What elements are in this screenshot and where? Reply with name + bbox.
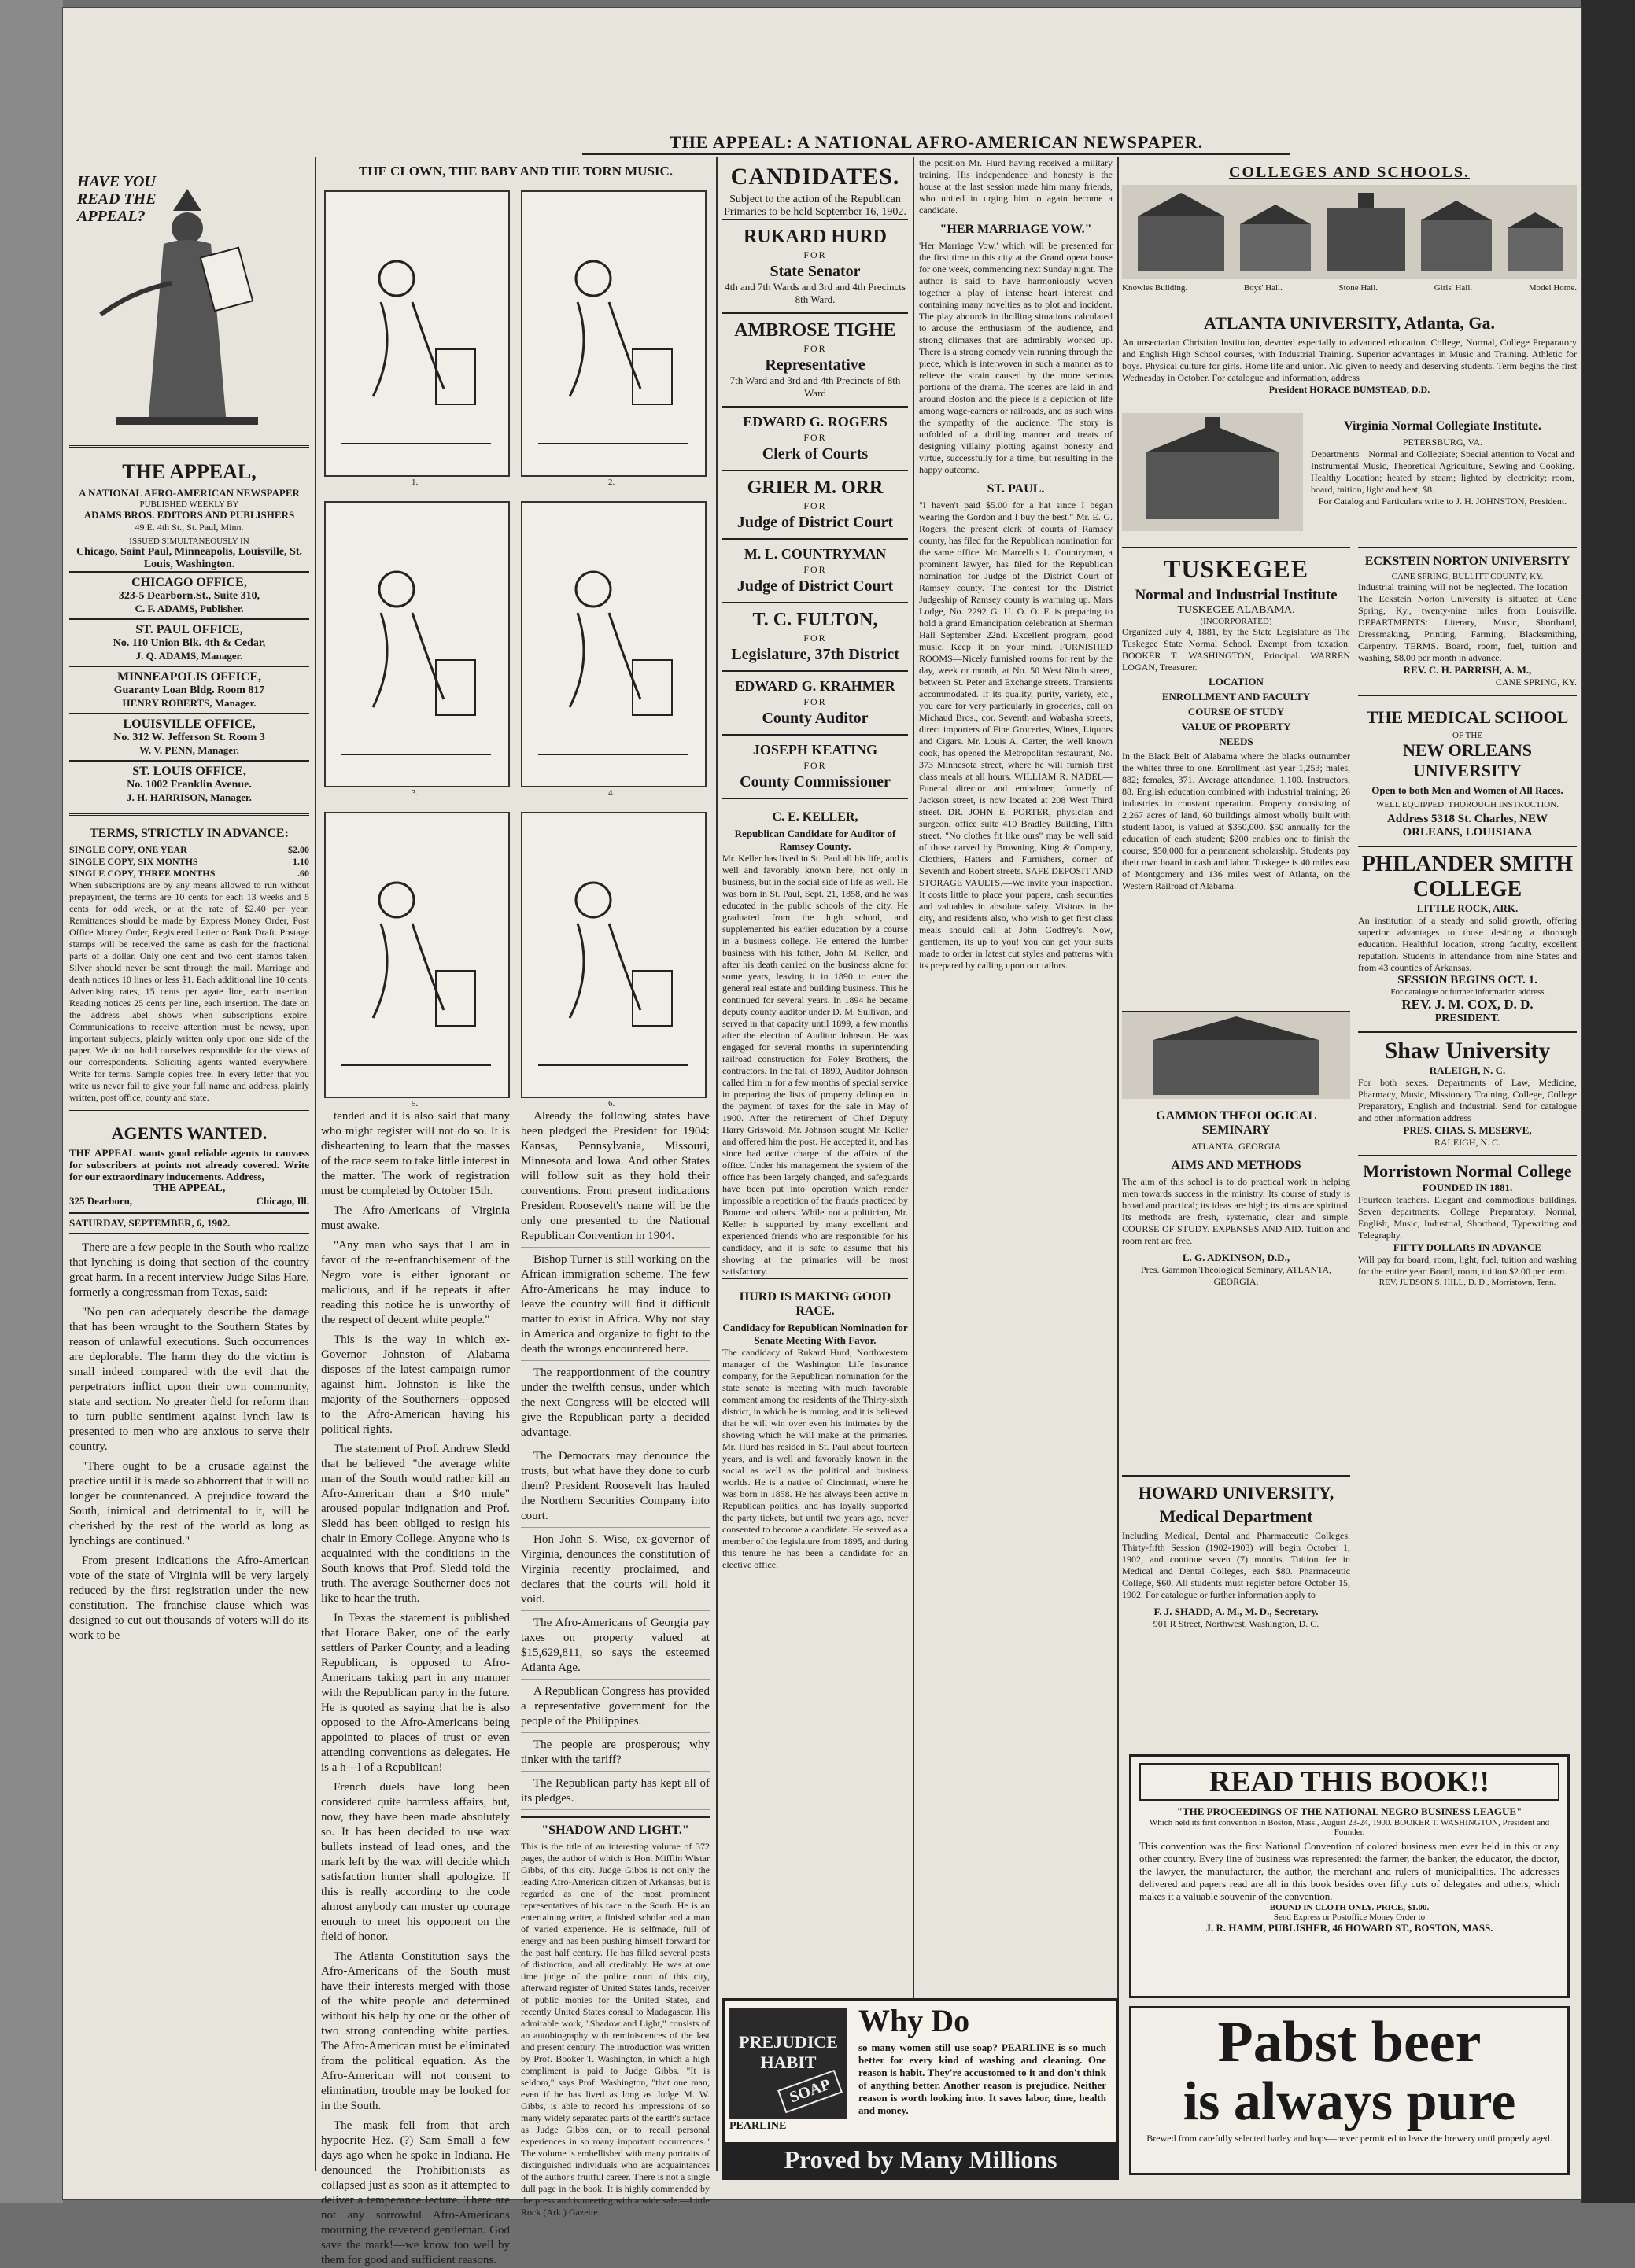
shaw-university-ad xyxy=(1358,1031,1577,1149)
editorial-column xyxy=(69,1241,309,1643)
office-block xyxy=(69,571,309,618)
column-rule xyxy=(315,157,316,2171)
office-name: LOUISVILLE OFFICE, xyxy=(123,717,256,731)
cartoon-panel xyxy=(324,190,510,477)
candidate-for: FOR xyxy=(803,249,827,260)
shaw-heading: Shaw University xyxy=(1384,1038,1551,1064)
editorial-note: The reapportionment of the country under the twelfth census, under which the next Congress will be elected will give the Republican party a decided advantage. xyxy=(521,1366,710,1444)
medical-university: NEW ORLEANS UNIVERSITY xyxy=(1402,740,1533,780)
gammon-body: The aim of this school is to do practical work in helping men towards success in the ministry. Its course of study is broad and practical; its ideas are high; its aims are spiritual. Its methods are fresh, systematic, clear and simple. COURSE OF STUDY. EXPENSES AND AID. Tuition and room rent are free. xyxy=(1122,1176,1350,1246)
pabst-tagline: Brewed from carefully selected barley and hops—never permitted to leave the brewery until properly aged. xyxy=(1146,2133,1552,2144)
editorial-paragraph: The statement of Prof. Andrew Sledd that he believed "the average white man of the South would rather kill an Afro-American than a $40 mule" aroused popular indignation and Prof. Sledd has been obliged to resign his chair in Emory College. Anyone who is acquainted with the conditions in the South knows that Prof. Sledd told the truth. The average Southerner does not like to hear the truth. xyxy=(321,1443,510,1605)
editorial-paragraph: From present indications the Afro-American vote of the state of Virginia will be very largely reduced by the first registration under the new constitution. The franchise clause which was designed to cut out thousands of voters will do its work to be xyxy=(69,1554,309,1642)
tuskegee-ad xyxy=(1122,547,1350,1009)
masthead: THE APPEAL: A NATIONAL AFRO-AMERICAN NEWSPAPER. xyxy=(582,132,1290,155)
gammon-building-icon xyxy=(1122,1012,1350,1099)
hurd-continued: the position Mr. Hurd having received a military training. His independence and honesty is the house at the last session made him many friends, who united in urging him to again become a candidate. xyxy=(919,157,1113,216)
pabst-beer-ad xyxy=(1129,2006,1570,2175)
virginia-heading: Virginia Normal Collegiate Institute. xyxy=(1344,419,1541,433)
building-caption: Model Home. xyxy=(1528,283,1577,293)
office-block xyxy=(69,666,309,713)
candidate-entry xyxy=(722,312,908,406)
gammon-signature: L. G. ADKINSON, D.D., xyxy=(1182,1252,1290,1263)
pabst-line2: is always pure xyxy=(1183,2071,1516,2132)
candidate-entry xyxy=(722,219,908,312)
pearline-body: so many women still use soap? PEARLINE is so much better for every kind of washing and cleaning. One reason is habit. They're accustomed to it and don't think of anything better. Another reason is prejudice. Neither reason is worth looking into. It saves labor, time, health and money. xyxy=(858,2041,1106,2116)
editorial-paragraph: The Afro-Americans of Virginia must awake. xyxy=(321,1204,510,1232)
background-grid xyxy=(0,0,63,2203)
philander-body: An institution of a steady and solid growth, offering superior advantages to those desiring a thorough education. Healthful location, strong faculty, excellent reputation. Students in attendance from nine States and from 43 counties of Arkansas. xyxy=(1358,915,1577,973)
medical-open: Open to both Men and Women of All Races. xyxy=(1371,784,1563,796)
howard-subhead: Medical Department xyxy=(1159,1506,1313,1526)
candidate-for: FOR xyxy=(803,343,827,354)
candidate-name: T. C. FULTON, xyxy=(752,610,878,630)
keller-heading: C. E. KELLER, xyxy=(772,810,858,824)
marriage-vow-heading: "HER MARRIAGE VOW." xyxy=(939,223,1092,236)
editorial-paragraph: The mask fell from that arch hypocrite Hez. (?) Sam Small a few days ago when he spoke in Indiana. He denounced the Prohibitionists as collapsed just as soon as it attempted to deliver a temperance lecture. There are not any sorrowful Afro-Americans mourning the reverend gentleman. God save the mark!—we know too well by them for good and sufficient reasons. xyxy=(321,2119,510,2266)
agents-address xyxy=(69,1195,309,1208)
tuskegee-body: Organized July 4, 1881, by the State Legislature as The Tuskegee State Normal School. Exempt from taxation. BOOKER T. WASHINGTON, Principal. WARREN LOGAN, Treasurer. xyxy=(1122,626,1350,673)
panel-number: 4. xyxy=(608,788,615,798)
howard-heading: HOWARD UNIVERSITY, xyxy=(1138,1483,1334,1503)
atlanta-buildings-icon xyxy=(1122,185,1577,279)
gammon-subhead: AIMS AND METHODS xyxy=(1171,1159,1301,1172)
paper-subtitle: A NATIONAL AFRO-AMERICAN NEWSPAPER xyxy=(79,487,300,499)
terms-price: $2.00 xyxy=(288,844,309,855)
hurd-subhead: Candidacy for Republican Nomination for Senate Meeting With Favor. xyxy=(722,1322,908,1346)
office-address: No. 110 Union Blk. 4th & Cedar, xyxy=(113,637,266,649)
philander-info: For catalogue or further information address xyxy=(1390,987,1545,997)
read-book-title: "THE PROCEEDINGS OF THE NATIONAL NEGRO BUSINESS LEAGUE" xyxy=(1176,1805,1522,1817)
why-do-heading: Why Do xyxy=(858,2003,970,2038)
howard-body: Including Medical, Dental and Pharmaceutic Colleges. Thirty-fifth Session (1902-1903) will begin October 1, 1902, and continue seven (7) months. Tuition fee in Medical and Dental Colleges, each $80. Pharmaceutic College, $60. All students must register before October 15, 1902. For catalogue or further information apply to xyxy=(1122,1530,1350,1600)
editorial-notes xyxy=(521,1109,710,1810)
philander-place: LITTLE ROCK, ARK. xyxy=(1416,902,1519,914)
terms-price: 1.10 xyxy=(293,856,309,867)
candidate-name: GRIER M. ORR xyxy=(747,478,884,498)
publisher-address: 49 E. 4th St., St. Paul, Minn. xyxy=(135,522,244,533)
tuskegee-incorporated: (INCORPORATED) xyxy=(1200,617,1272,626)
cartoon-figure-icon xyxy=(522,503,705,786)
tuskegee-section-heading: COURSE OF STUDY xyxy=(1187,706,1285,717)
paper-title: THE APPEAL, xyxy=(122,460,257,483)
terms-row xyxy=(69,868,309,880)
candidate-for: FOR xyxy=(803,632,827,644)
morristown-founded: FOUNDED IN 1881. xyxy=(1422,1182,1513,1193)
tuskegee-text: In the Black Belt of Alabama where the blacks outnumber the whites three to one. Enrollment last year 1,253; males, 882; females, 371. Average attendance, 1,100. Instructors, 88. English education combined with industrial training; 26 industries in constant operation. Property consisting of 2,267 acres of land, 60 buildings almost wholly built with student labor, is valued at $350,000. $50 annually for the education of each student; $200 enables one to finish the course; $50,000 for a permanent scholarship. Students pay their own board in cash and labor. Tuskegee is 40 miles east of Montgomery and 136 miles west of Atlanta, on the Western Railroad of Alabama. xyxy=(1122,750,1350,891)
editorial-note: Already the following states have been pledged the President for 1904: Kansas, Pennsylvania, Missouri, Minnesota and Iowa. And other States will follow suit as they hold their conventions. From present indications President Roosevelt's name will be the only one presented to the National Republican Convention in 1904. xyxy=(521,1109,710,1248)
column-rule xyxy=(1117,157,1119,2171)
morristown-body2: Will pay for board, room, light, fuel, tuition and washing for the entire year. Board, room, tuition $2.00 per term. xyxy=(1358,1254,1577,1277)
cartoon-panel xyxy=(521,190,707,477)
editorial-paragraph: In Texas the statement is published that Horace Baker, one of the early settlers of Parker County, and a leading Republican, is opposed to Afro-Americans taking part in any manner with the Republican party in the future. He is quoted as saying that he is also opposed to the Afro-Americans being appointed to places of trust or even attending conventions as delegates. He is a h—l of a Republican! xyxy=(321,1612,510,1774)
editorial-note: Bishop Turner is still working on the African immigration scheme. The few Afro-Americans he may induce to leave the country will find it difficult matter to exist in Africa. Why not stay in America and organize to fight to the death the wrongs encountered here. xyxy=(521,1252,710,1361)
philander-smith-ad xyxy=(1358,846,1577,1025)
atlanta-captions xyxy=(1122,283,1577,293)
cartoon-section xyxy=(321,157,710,1259)
candidate-list xyxy=(722,219,908,798)
candidate-entry xyxy=(722,406,908,470)
shadow-light-heading: "SHADOW AND LIGHT." xyxy=(521,1816,710,1838)
medical-school-ad xyxy=(1358,695,1577,839)
tuskegee-subhead: Normal and Industrial Institute xyxy=(1135,587,1338,603)
read-book-heading: READ THIS BOOK!! xyxy=(1139,1763,1559,1801)
morristown-ad xyxy=(1358,1155,1577,1287)
philander-signature: REV. J. M. COX, D. D. xyxy=(1401,997,1534,1012)
building-caption: Girls' Hall. xyxy=(1434,283,1473,293)
editorial-paragraph: tended and it is also said that many who might register will not do so. It is disheartening to learn that the masses of the race seem to take little interest in the matter. The work of registration must be completed by October 15th. xyxy=(321,1110,510,1197)
building-caption: Stone Hall. xyxy=(1338,283,1378,293)
eckstein-body: Industrial training will not be neglected. The location—The Eckstein Norton University is situated at Cane Spring, Ky., twenty-nine miles from Louisville. DEPARTMENTS: Literary, Music, Shorthand, Dressmaking, Printing, Farming, Blacksmithing, Carpentry. TERMS. Board, room, fuel, tuition and washing, $8.00 per month in advance. xyxy=(1358,581,1577,663)
shaw-place: RALEIGH, N. C. xyxy=(1429,1064,1506,1076)
read-book-order: Send Express or Postoffice Money Order to xyxy=(1273,1912,1426,1922)
candidate-for: FOR xyxy=(803,760,827,771)
column-editorials-left xyxy=(321,1109,510,2266)
pabst-line1: Pabst beer xyxy=(1217,2010,1482,2074)
morristown-fifty: FIFTY DOLLARS IN ADVANCE xyxy=(1393,1241,1542,1253)
cartoon-figure-icon xyxy=(522,192,705,475)
hurd-heading: HURD IS MAKING GOOD RACE. xyxy=(739,1290,891,1318)
editorial-paragraph: "No pen can adequately describe the damage that has been wrought to the Southern States by reason of unlawful executions. Such occurrences are deplorable. The harm they do the victim is small indeed compared with the evil that the perpetrators inflict upon their own community, state and section. No greater field for reform than to turn public sentiment against lynch law is presented to men who are anxious to serve their country. xyxy=(69,1306,309,1453)
atlanta-university-ad xyxy=(1122,307,1577,409)
virginia-normal-ad xyxy=(1122,413,1577,539)
editorial-note: The Republican party has kept all of its pledges. xyxy=(521,1776,710,1810)
virginia-signature: For Catalog and Particulars write to J. H. JOHNSTON, President. xyxy=(1318,496,1567,507)
candidate-name: EDWARD G. KRAHMER xyxy=(735,678,895,694)
agents-body: THE APPEAL wants good reliable agents to canvass for subscribers at points not already covered. Write for our extraordinary inducements. Address, xyxy=(69,1147,309,1182)
candidate-name: EDWARD G. ROGERS xyxy=(743,414,888,430)
atlanta-heading: ATLANTA UNIVERSITY, Atlanta, Ga. xyxy=(1203,313,1495,333)
medical-equipment: WELL EQUIPPED. THOROUGH INSTRUCTION. xyxy=(1376,800,1559,809)
candidate-office: Legislature, 37th District xyxy=(731,646,899,663)
cartoon-title: THE CLOWN, THE BABY AND THE TORN MUSIC. xyxy=(358,164,674,179)
publishers: ADAMS BROS. EDITORS AND PUBLISHERS xyxy=(83,509,295,521)
scan-edge xyxy=(1581,0,1635,2203)
candidate-office: Judge of District Court xyxy=(736,514,894,531)
candidate-office: State Senator xyxy=(770,263,861,280)
eckstein-heading: ECKSTEIN NORTON UNIVERSITY xyxy=(1364,555,1570,568)
panel-number: 2. xyxy=(608,478,615,487)
office-manager: HENRY ROBERTS, Manager. xyxy=(122,697,257,709)
shadow-light-body: This is the title of an interesting volume of 372 pages, the author of which is Hon. Mifflin Wistar Gibbs, of this city. Judge Gibbs is not only the leading Afro-American citizen of Arkansas, but is regarded as one of the most prominent representatives of his race in the South. He is an entertaining writer, a finished scholar and a man of varied experience. He is selfmade, full of energy and has been pushing himself forward for the past half century. He has filled several posts of distinction, and all creditably. He was at one time judge of the police court of this city, afterward register of United States lands, receiver of public monies for the United States, and recently United States consul to Madagascar. His admirable work, "Shadow and Light," consists of an autobiography with reminiscences of the last and present century. The introduction was written by Prof. Booker T. Washington, in which a high compliment is paid to Judge Gibbs. "It is seldom," says Prof. Washington, "that one man, even if he has lived as long as Judge M. W. Gibbs, is able to record his impressions of so many widely separated parts of the earth's surface as Judge Gibbs can, or to recall personal experiences in so many important occurrences." The volume is embellished with many portraits of distinguished individuals who are acquaintances of the author's fruitful career. There is not a single dull page in the book. It is highly commended by the press and is meeting with a wide sale.—Little Rock (Ark.) Gazette. xyxy=(521,1841,710,2218)
read-book-publisher: J. R. HAMM, PUBLISHER, 46 HOWARD ST., BOSTON, MASS. xyxy=(1205,1922,1493,1934)
terms-price: .60 xyxy=(297,868,309,879)
hurd-body: The candidacy of Rukard Hurd, Northwestern manager of the Washington Life Insurance company, for the Republican nomination for the state senate is meeting with much favorable comment among the residents of the Thirty-sixth district, in which he is running, and it is believed that he will win over even his intimates by the showing which he will make at the primaries. Mr. Hurd has resided in St. Paul about fourteen years, and is well and favorably known in the social as well as the political and business worlds. He is a native of Cincinnati, where he was born in 1858. He has always been active in Republican politics, and has loyally supported the party tickets, but until two years ago, never consented to become a candidate. He served as a member of the legislature from 1895, and during this tenure he has been a candidate for an elective office. xyxy=(722,1347,908,1570)
eckstein-signature: REV. C. H. PARRISH, A. M., xyxy=(1403,664,1532,676)
prejudice-habit-figure: PREJUDICE HABIT xyxy=(729,2008,847,2119)
virginia-building-icon xyxy=(1122,413,1303,531)
cartoon-figure-icon xyxy=(326,192,508,475)
candidate-name: AMBROSE TIGHE xyxy=(734,320,896,341)
cartoon-figure-icon xyxy=(326,813,508,1097)
office-name: MINNEAPOLIS OFFICE, xyxy=(116,670,262,684)
terms-label: SINGLE COPY, SIX MONTHS xyxy=(69,856,198,867)
read-book-sub: Which held its first convention in Boston, Mass., August 23-24, 1900. BOOKER T. WASHINGTON, President and Founder. xyxy=(1149,1818,1550,1837)
tuskegee-heading: TUSKEGEE xyxy=(1163,555,1309,583)
cartoon-figure-icon xyxy=(522,813,705,1097)
cartoon-figure-icon xyxy=(326,503,508,786)
candidate-name: M. L. COUNTRYMAN xyxy=(744,546,887,562)
st-paul-heading: ST. PAUL. xyxy=(987,482,1045,496)
candidates-heading: CANDIDATES. xyxy=(730,164,900,190)
editorial-paragraph: This is the way in which ex-Governor Johnston of Alabama disposes of the latest campaign rumor against him. Johnston is like the majority of the Southerners—opposed to the Afro-American having his political rights. xyxy=(321,1333,510,1436)
howard-signature: F. J. SHADD, A. M., M. D., Secretary. xyxy=(1153,1606,1319,1617)
terms-row xyxy=(69,844,309,856)
candidate-for: FOR xyxy=(803,500,827,511)
pearline-brand: PEARLINE xyxy=(729,2120,787,2132)
terms-heading: TERMS, STRICTLY IN ADVANCE: xyxy=(90,827,289,840)
candidate-entry xyxy=(722,538,908,602)
building-caption: Knowles Building. xyxy=(1122,283,1188,293)
candidate-name: RUKARD HURD xyxy=(744,227,887,247)
gammon-seminary-ad xyxy=(1122,1011,1350,1473)
tuskegee-section-heading: LOCATION xyxy=(1209,676,1264,688)
candidate-office: County Auditor xyxy=(762,710,869,727)
virginia-place: PETERSBURG, VA. xyxy=(1402,437,1483,448)
soap-label: SOAP xyxy=(777,2070,843,2114)
editorial-paragraph: The Atlanta Constitution says the Afro-Americans of the South must have their interests merged with those of the white people and determined without his help by one or the other of two strong contending white parties. The Afro-American must be eliminated from the political equation. As the Afro-American will not consent to elimination, trouble may be looked for in the South. xyxy=(321,1950,510,2112)
local-news-column xyxy=(919,157,1113,1990)
editorial-note: The people are prosperous; why tinker with the tariff? xyxy=(521,1738,710,1772)
editorial-paragraph: "There ought to be a crusade against the practice until it is made so abhorrent that it will no longer be countenanced. A prejudice toward the South, inimical and detrimental to it, will be cherished by the rest of the world as long as lynchings are continued." xyxy=(69,1460,309,1547)
eckstein-place: CANE SPRING, BULLITT COUNTY, KY. xyxy=(1391,572,1544,581)
candidate-office: Representative xyxy=(765,356,865,374)
office-manager: J. Q. ADAMS, Manager. xyxy=(135,650,243,662)
cartoon-panel xyxy=(324,812,510,1098)
office-manager: J. H. HARRISON, Manager. xyxy=(127,791,252,803)
philander-session: SESSION BEGINS OCT. 1. xyxy=(1397,974,1537,986)
editorial-note: The Afro-Americans of Georgia pay taxes on property valued at $15,629,811, so says the esteemed Atlanta Age. xyxy=(521,1616,710,1680)
shaw-body: For both sexes. Departments of Law, Medicine, Pharmacy, Music, Missionary Training, College, College Preparatory, English and Industrial. Send for catalogue and other information address xyxy=(1358,1077,1577,1123)
cartoon-panel xyxy=(521,501,707,787)
terms-list xyxy=(69,844,309,880)
philander-subhead: COLLEGE xyxy=(1412,877,1522,902)
medical-heading: THE MEDICAL SCHOOL xyxy=(1366,707,1569,727)
office-block xyxy=(69,618,309,666)
office-address: No. 312 W. Jefferson St. Room 3 xyxy=(113,732,265,743)
agents-address-right: Chicago, Ill. xyxy=(256,1195,309,1207)
terms-row xyxy=(69,856,309,868)
colleges-banner: COLLEGES AND SCHOOLS. xyxy=(1229,164,1470,181)
office-block xyxy=(69,713,309,760)
read-this-book-ad xyxy=(1129,1754,1570,1998)
howard-university-ad xyxy=(1122,1475,1350,1744)
candidate-entry xyxy=(722,734,908,798)
shaw-signature-place: RALEIGH, N. C. xyxy=(1434,1137,1501,1148)
eckstein-place2: CANE SPRING, KY. xyxy=(1495,677,1577,688)
editorial-paragraph: "Any man who says that I am in favor of the re-enfranchisement of the Negro vote is either ignorant or malicious, and if he repeats it after reading this notice he is unworthy of the respect of decent white people." xyxy=(321,1239,510,1326)
gammon-title: Pres. Gammon Theological Seminary, ATLANTA, GEORGIA. xyxy=(1140,1264,1332,1287)
candidate-office: Judge of District Court xyxy=(736,577,894,595)
office-name: ST. PAUL OFFICE, xyxy=(135,623,243,636)
panel-number: 3. xyxy=(412,788,419,798)
editorial-note: A Republican Congress has provided a representative government for the people of the Philippines. xyxy=(521,1684,710,1733)
office-manager: C. F. ADAMS, Publisher. xyxy=(135,603,244,614)
read-book-body: This convention was the first National Convention of colored business men ever held in this or any other country. Every line of business was represented: the farmer, the banker, the educator, the doctor, the lawyer, the manufacturer, the author, the merchant and rulers of municipalities. The addresses delivered and papers read are all in this book besides over fifty cuts of delegates and others, which makes it a valuable souvenir of the convention. xyxy=(1139,1840,1559,1902)
medical-address: Address 5318 St. Charles, NEW ORLEANS, LOUISIANA xyxy=(1387,813,1548,839)
tuskegee-sections xyxy=(1122,676,1350,748)
candidate-note: 4th and 7th Wards and 3rd and 4th Precincts 8th Ward. xyxy=(725,281,906,305)
keller-subhead: Republican Candidate for Auditor of Ramsey County. xyxy=(734,828,896,852)
column-masthead-info xyxy=(69,157,309,2187)
candidate-for: FOR xyxy=(803,432,827,443)
editorial-note: Hon John S. Wise, ex-governor of Virginia, denounces the constitution of Virginia recently proclaimed, and declares that the courts will hold it void. xyxy=(521,1532,710,1611)
keller-body: Mr. Keller has lived in St. Paul all his life, and is well and favorably known here, not only in business, but in the social side of life as well. He was born in St. Paul, Sept. 21, 1858, and he was educated in the public schools of the city. He graduated from the high school, and supplemented his earlier education by a course in a business college. He entered the lumber business with his father, John M. Keller, and after his death carried on the business alone for some years, leaving it in 1890 to enter the general real estate and building business. This he continued for several years. In 1894 he became deputy county auditor under D. M. Sullivan, and served in that capacity until 1899, a few months after the election of Auditor Johnson. He was engaged for several months in superintending railroad construction for Foley Brothers, the contractors. In the fall of 1899, Auditor Johnson called him in for a few months of special service in preparing the lists of property delinquent in the payment of taxes for the sale in May of 1900. After the retirement of Chief Deputy Harry Griswold, Mr. Johnson sought Mr. Keller and offered him the post. He accepted it, and has since had active charge of the affairs of the office. Under his management the system of the office has been largely changed, and safeguards have been put into operation which render impossible a repetition of the frauds practiced by Bourne and others. While not a politician, Mr. Keller is supported by many excellent and experienced friends who are responsible for his candidacy, and it is safe to assume that his showing at the primaries will be most satisfactory. xyxy=(722,853,908,1277)
philander-heading: PHILANDER SMITH xyxy=(1361,852,1574,876)
colleges-banner-section xyxy=(1122,157,1577,299)
terms-label: SINGLE COPY, THREE MONTHS xyxy=(69,868,216,879)
office-address: No. 1002 Franklin Avenue. xyxy=(127,779,252,791)
candidates-intro: Subject to the action of the Republican Primaries to be held September 16, 1902. xyxy=(724,194,906,218)
medical-of: OF THE xyxy=(1452,731,1482,740)
morristown-signature: REV. JUDSON S. HILL, D. D., Morristown, Tenn. xyxy=(1378,1278,1556,1287)
agents-signature: THE APPEAL, xyxy=(153,1182,226,1194)
candidate-for: FOR xyxy=(803,564,827,575)
read-book-price: BOUND IN CLOTH ONLY. PRICE, $1.00. xyxy=(1269,1903,1430,1912)
office-block xyxy=(69,760,309,807)
emblem-text: HAVE YOU READ THE APPEAL? xyxy=(77,173,157,225)
editorial-paragraph: There are a few people in the South who realize that lynching is doing that section of the country great harm. In a recent interview Judge Silas Hare, formerly a congressman from Texas, said: xyxy=(69,1241,309,1299)
candidate-office: Clerk of Courts xyxy=(762,445,869,463)
building-caption: Boys' Hall. xyxy=(1243,283,1283,293)
candidates-column xyxy=(722,157,908,2187)
panel-number: 6. xyxy=(608,1099,615,1108)
office-address: 323-5 Dearborn.St., Suite 310, xyxy=(118,590,260,602)
office-manager: W. V. PENN, Manager. xyxy=(139,744,239,756)
howard-address: 901 R Street, Northwest, Washington, D. C. xyxy=(1153,1618,1319,1629)
marriage-vow-body: 'Her Marriage Vow,' which will be presented for the first time to this city at the Grand opera house for one week, commencing next Sunday night. The author is said to have harmoniously woven together a play of intense heart interest and containing many novelties as to plot and incident. The play abounds in thrilling situations calculated to arouse the enthusiasm of the audience, and strong climaxes that are admirably worked up. There is a strong comedy vein running through the piece, which is interwoven in such a manner as to relieve the strain caused by the more serious portions of the drama. The scenes are laid in and around Boston and the piece is a depiction of life among wage-earners or railroads, and as such wins the sympathy of the audience. The story is unfolded of a thrilling manner and treats of designing villainy plotting against honesty and virtue, successfully for a time, but resulting in the happy outcome. xyxy=(919,240,1113,475)
gammon-heading: GAMMON THEOLOGICAL SEMINARY xyxy=(1156,1109,1316,1137)
tuskegee-section-heading: ENROLLMENT AND FACULTY xyxy=(1161,691,1311,703)
cartoon-panel xyxy=(521,812,707,1098)
philander-title: PRESIDENT. xyxy=(1434,1012,1500,1024)
panel-number: 1. xyxy=(412,478,419,487)
editorial-note: The Democrats may denounce the trusts, but what have they done to curb them? President Roosevelt has hauled the Northern Securities Company into court. xyxy=(521,1449,710,1528)
candidate-name: JOSEPH KEATING xyxy=(752,742,878,758)
issued-cities: Chicago, Saint Paul, Minneapolis, Louisville, St. Louis, Washington. xyxy=(76,546,303,570)
editorial-paragraph: French duels have long been considered quite harmless affairs, but, now, they have been made absolutely so. It has been decided to use wax bullets instead of lead ones, and the mark left by the wax will decide which satisfaction hunter shall apologize. If this is really according to the code almost anybody can muster up courage enough to meet his opponent on the field of honor. xyxy=(321,1781,510,1943)
proved-banner: Proved by Many Millions xyxy=(725,2142,1116,2178)
office-address: Guaranty Loan Bldg. Room 817 xyxy=(113,684,265,696)
atlanta-body: An unsectarian Christian Institution, devoted especially to advanced education. College, Normal, College Preparatory and English High School courses, with Industrial Training. Superior advantages in Music and Training. Athletic for boys. Physical culture for girls. Home life and union. Aid given to needy and deserving students. Term begins the first Wednesday in October. For catalogue and information, address xyxy=(1122,337,1577,383)
office-list xyxy=(69,571,309,807)
shaw-signature: PRES. CHAS. S. MESERVE, xyxy=(1403,1124,1532,1136)
office-name: CHICAGO OFFICE, xyxy=(131,576,247,589)
pearline-ad xyxy=(722,1998,1119,2180)
atlanta-signature: President HORACE BUMSTEAD, D.D. xyxy=(1268,384,1430,395)
gammon-place: ATLANTA, GEORGIA xyxy=(1190,1141,1282,1152)
candidate-office: County Commissioner xyxy=(740,773,891,791)
terms-body: When subscriptions are by any means allowed to run without prepayment, the terms are 10 cents for each 13 weeks and 5 cents for odd week, or at the rate of $2.40 per year. Remittances should be made by Express Money Order, Post Office Money Order, Registered Letter or Bank Draft. Postage stamps will be received the same as cash for the fractional parts of a dollar. Only one cent and two cent stamps taken. Silver should never be sent through the mail. Marriage and death notices 10 lines or less $1. Each additional line 10 cents. Advertising rates, 15 cents per agate line, each insertion. Reading notices 25 cents per line, each insertion. The date on the address label shows when subscriptions expire. Communications to receive attention must be newsy, upon important subjects, plainly written only upon one side of the paper. We do not hold ourselves responsible for the views of our correspondents. Soliciting agents wanted everywhere. Write for terms. Sample copies free. In every letter that you write us never fail to give your full name and address, plainly written, post office, county and state. xyxy=(69,880,309,1103)
column-rule xyxy=(913,157,914,2171)
office-name: ST. LOUIS OFFICE, xyxy=(132,765,246,778)
candidate-entry xyxy=(722,670,908,734)
cartoon-panel xyxy=(324,501,510,787)
published-line: PUBLISHED WEEKLY BY xyxy=(139,500,239,509)
tuskegee-section-heading: VALUE OF PROPERTY xyxy=(1181,721,1291,732)
morristown-body: Fourteen teachers. Elegant and commodious buildings. Seven departments: College Preparatory, Normal, English, Music, Industrial, Shorthand, Typewriting and Telegraphy. xyxy=(1358,1194,1577,1241)
college-ads-right xyxy=(1358,547,1577,1713)
issued-line: ISSUED SIMULTANEOUSLY IN xyxy=(129,537,249,546)
virginia-body: Departments—Normal and Collegiate; Special attention to Vocal and Instrumental Music, Theoretical Agriculture, Sewing and Cooking. Healthy Location; heated by steam; lighted by electricity; room, board, tuition, light and heat, $8. xyxy=(1311,448,1574,495)
tuskegee-place: TUSKEGEE ALABAMA. xyxy=(1177,604,1295,616)
column-editorials-right xyxy=(521,1109,710,2218)
terms-label: SINGLE COPY, ONE YEAR xyxy=(69,844,187,855)
cartoon-panels xyxy=(321,183,710,1119)
candidate-note: 7th Ward and 3rd and 4th Precincts of 8th Ward xyxy=(729,374,901,399)
candidate-entry xyxy=(722,470,908,538)
agents-address-left: 325 Dearborn, xyxy=(69,1195,133,1207)
agents-heading: AGENTS WANTED. xyxy=(111,1123,268,1143)
morristown-heading: Morristown Normal College xyxy=(1363,1161,1572,1181)
candidate-for: FOR xyxy=(803,696,827,707)
newspaper-page xyxy=(63,8,1581,2266)
column-rule xyxy=(716,157,718,2171)
st-paul-body: "I haven't paid $5.00 for a hat since I began wearing the Gordon and I buy the best." Mr. E. G. Rogers, the present clerk of courts of Ramsey county, has filed for the Republican nomination for the same office. Mr. Marcellus L. Countryman, a prominent lawyer, has filed for the Republican nomination for Judge of the District Court of Ramsey county. The contest for the District Judgeship of Ramsey county is warming up. Mars Lodge, No. 2292 G. U. O. O. F. is preparing to hold a grand Emancipation celebration at Sherman Hall September 22nd. Excellent program, good music. Keep it on your mind. FURNISHED ROOMS—Nicely furnished rooms for rent by the day, week or month, at No. 50 West Ninth street, between St. Peter and Exchange streets. Transients accommodated. If its quality, purity, variety, etc., you care for very particularly in groceries, call on Michaud Bros., cor. Seventh and Wabasha streets, direct importers of Fine Groceries, Wines, Liquors and Cigars. Mr. Louis A. Carter, the well known cook, has opened the Metropolitan restaurant, No. 373 Minnesota street, where he will furnish first class meals at all hours. WILLIAM R. NADEL—Funeral director and embalmer, formerly of Jackson street, is now located at 208 West Third street. DR. JOHN E. PORTER, physician and surgeon, office suite 410 Bradley Building, Fifth street. "No clothes fit like ours" may be well said of those carved by Browning, King & Company, Clothiers, Hatters and Furnishers, corner of Seventh and Robert streets. SAFE DEPOSIT AND STORAGE VAULTS.—We invite your inspection. It costs little to place your papers, cash securities and valuables in absolute safety. Visitors in the city, and residents also, who wish to get first class meals should call at John Godfrey's. Now, gentlemen, its up to you! You can get your suits made to order in latest cut styles and patterns with its prepared by calling upon our tailors. xyxy=(919,500,1113,971)
tuskegee-section-heading: NEEDS xyxy=(1219,736,1253,747)
dateline: SATURDAY, SEPTEMBER, 6, 1902. xyxy=(69,1212,309,1234)
panel-number: 5. xyxy=(412,1099,419,1108)
candidate-entry xyxy=(722,602,908,670)
emblem-illustration xyxy=(69,157,309,441)
